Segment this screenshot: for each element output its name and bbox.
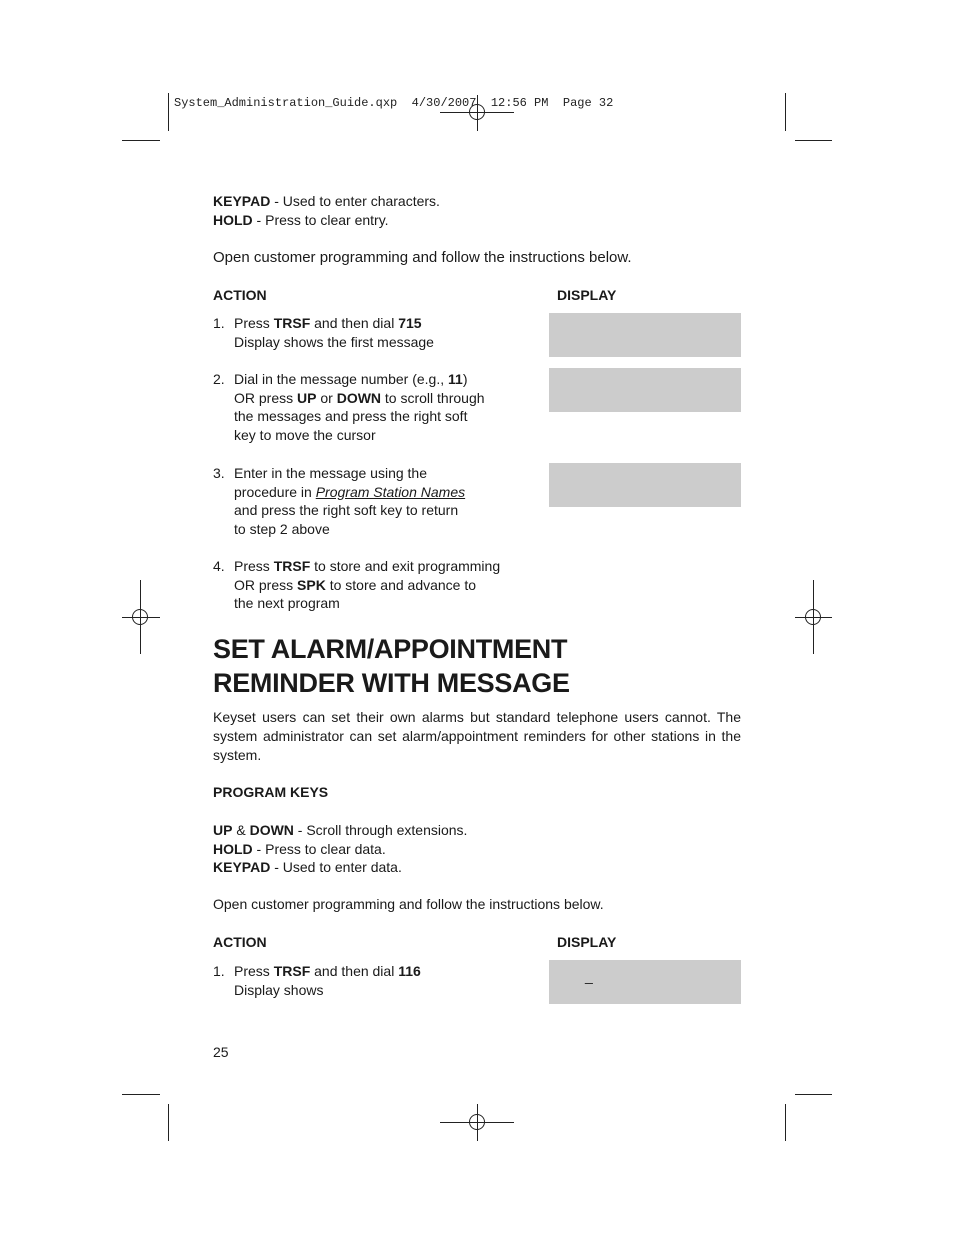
text-segment: to store and exit programming xyxy=(310,558,501,574)
text-segment: and then dial xyxy=(310,315,399,331)
step-line xyxy=(234,576,500,595)
key-line-keypad: KEYPAD - Used to enter characters. xyxy=(213,193,440,209)
crop-mark xyxy=(795,140,832,141)
step-line xyxy=(234,464,465,483)
text-segment: ) xyxy=(462,371,468,387)
step-line xyxy=(234,501,465,520)
text-segment: 715 xyxy=(398,315,422,331)
step-number: 1. xyxy=(213,315,225,331)
text-segment: TRSF xyxy=(273,963,311,979)
step-number: 4. xyxy=(213,558,225,574)
display-box xyxy=(549,313,741,357)
text-segment: Press xyxy=(234,963,274,979)
crop-mark xyxy=(122,140,160,141)
step-line xyxy=(234,520,465,539)
step-number: 1. xyxy=(213,963,225,979)
text-segment: 116 xyxy=(398,963,421,979)
step-line xyxy=(234,333,434,352)
step-line xyxy=(234,962,421,981)
text-segment: and press the right soft key to return xyxy=(234,502,459,518)
step-line xyxy=(234,981,421,1000)
text-segment: UP xyxy=(213,822,233,838)
step-line xyxy=(234,389,485,408)
intro-text-1: Open customer programming and follow the instructions below. xyxy=(213,249,632,266)
text-segment: & xyxy=(232,822,250,838)
text-segment: DOWN xyxy=(249,822,294,838)
text-segment: DOWN xyxy=(336,389,382,406)
slug-line: System_Administration_Guide.qxp 4/30/2007 12:56 PM Page 32 xyxy=(174,96,614,110)
display-box xyxy=(549,368,741,412)
registration-target-icon xyxy=(469,1114,485,1130)
step-line xyxy=(234,426,485,445)
text-segment: to store and advance to xyxy=(325,576,477,593)
section-paragraph: Keyset users can set their own alarms but standard telephone users cannot. The system administrator can set alarm/appointment reminders for other stations in the system. xyxy=(213,709,741,763)
text-segment: UP xyxy=(297,389,317,406)
step-text xyxy=(234,370,485,444)
step-line xyxy=(234,314,434,333)
text-segment: Press xyxy=(234,558,274,574)
crop-mark xyxy=(168,1104,169,1141)
text-segment: and then dial xyxy=(310,963,399,979)
text-segment: to step 2 above xyxy=(234,520,330,537)
crop-mark xyxy=(785,93,786,131)
text-segment: - Used to enter data. xyxy=(270,859,402,875)
step-line xyxy=(234,594,500,613)
section-title-line: SET ALARM/APPOINTMENT xyxy=(213,634,568,664)
step-text xyxy=(234,557,500,613)
page-number: 25 xyxy=(213,1044,229,1060)
crop-mark xyxy=(122,1094,160,1095)
display-cursor: _ xyxy=(585,968,593,984)
text-segment: Display shows xyxy=(234,981,324,998)
text-segment: TRSF xyxy=(273,558,311,574)
crop-mark xyxy=(795,1094,832,1095)
program-keys-header: PROGRAM KEYS xyxy=(213,784,329,800)
step-line xyxy=(234,557,500,576)
text-segment: to scroll through xyxy=(381,389,485,406)
program-key-line xyxy=(213,821,467,840)
text-segment: OR press xyxy=(234,576,298,593)
step-line xyxy=(234,370,485,389)
section-title xyxy=(213,632,570,700)
key-line-hold: HOLD - Press to clear entry. xyxy=(213,212,389,228)
text-segment: Enter in the message using the xyxy=(234,465,428,481)
step-text xyxy=(234,464,465,538)
program-station-names-link[interactable]: Program Station Names xyxy=(315,483,466,500)
step-line xyxy=(234,407,485,426)
text-segment: OR press xyxy=(234,389,298,406)
intro-text-2: Open customer programming and follow the instructions below. xyxy=(213,896,604,912)
program-key-line xyxy=(213,858,402,877)
text-segment: KEYPAD xyxy=(213,859,271,875)
text-segment: 11 xyxy=(448,371,463,387)
step-text xyxy=(234,314,434,351)
text-segment: HOLD xyxy=(213,841,253,857)
crop-mark xyxy=(168,93,169,131)
display-box xyxy=(549,463,741,507)
text-segment: SPK xyxy=(297,576,326,593)
text-segment: Dial in the message number (e.g., xyxy=(234,371,448,387)
action-header-1: ACTION xyxy=(213,287,267,303)
step-text xyxy=(234,962,421,999)
text-segment: the next program xyxy=(234,595,340,611)
step-number: 3. xyxy=(213,465,225,481)
program-key-line xyxy=(213,840,386,859)
text-segment: or xyxy=(316,389,337,406)
registration-target-icon xyxy=(132,609,148,625)
text-segment: - Scroll through extensions. xyxy=(293,822,468,838)
registration-target-icon xyxy=(805,609,821,625)
section-title-line: REMINDER WITH MESSAGE xyxy=(213,668,570,698)
crop-mark xyxy=(785,1104,786,1141)
text-segment: TRSF xyxy=(273,315,311,331)
text-segment: Press xyxy=(234,315,274,331)
display-header-2: DISPLAY xyxy=(557,934,617,950)
text-segment: key to move the cursor xyxy=(234,426,376,443)
step-number: 2. xyxy=(213,371,225,387)
text-segment: the messages and press the right soft xyxy=(234,408,468,424)
text-segment: Display shows the first message xyxy=(234,333,434,350)
step-line xyxy=(234,483,465,502)
display-header-1: DISPLAY xyxy=(557,287,617,303)
display-box xyxy=(549,960,741,1004)
action-header-2: ACTION xyxy=(213,934,267,950)
text-segment: - Press to clear data. xyxy=(252,841,386,857)
text-segment: procedure in xyxy=(234,483,316,500)
